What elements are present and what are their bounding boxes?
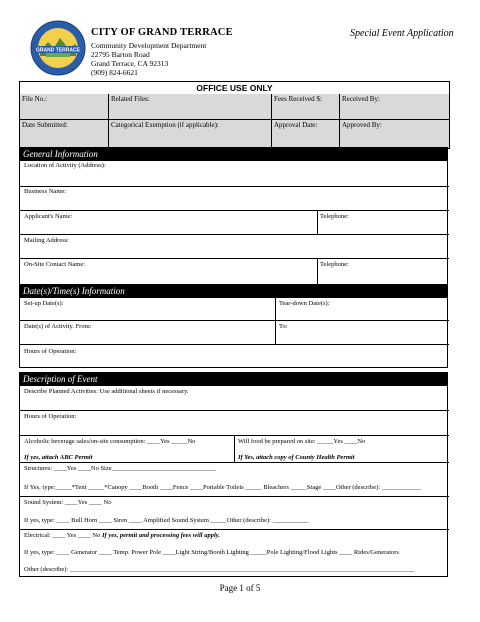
categorical-exemption-field[interactable]: Categorical Exemption (if applicable): [108, 120, 271, 148]
hours-of-operation-label[interactable]: Hours of Operation: [24, 348, 77, 355]
dates-times-heading: Date(s)/Time(s) Information [19, 284, 448, 298]
received-by-field[interactable]: Received By: [339, 94, 449, 119]
onsite-telephone-label[interactable]: Telephone: [320, 261, 349, 268]
business-name-label[interactable]: Business Name: [24, 188, 67, 195]
office-row-2 [20, 120, 449, 148]
description-hours-label[interactable]: Hours of Operation: [24, 413, 77, 420]
office-use-only-heading: OFFICE USE ONLY [20, 82, 449, 95]
activity-dates-to-label[interactable]: To: [279, 323, 288, 330]
sound-types-question[interactable]: If yes, type: ____ Bull Horn ____ Siren ____ Amplified Sound System _____Other (describe): ___________ [24, 517, 309, 524]
date-submitted-field[interactable]: Date Submitted: [22, 121, 68, 129]
alcohol-question[interactable]: Alcoholic beverage sales/on-site consumption: ____Yes _____No [24, 438, 196, 445]
form-title: Special Event Application [350, 28, 454, 39]
food-note: If Yes, attach copy of County Health Permit [238, 454, 355, 461]
city-state-zip: Grand Terrace, CA 92313 [91, 59, 169, 68]
electrical-note: If yes, permit and processing fees will apply. [102, 532, 221, 539]
electrical-question[interactable]: Electrical: ____ Yes ____ No If yes, permit and processing fees will apply. [24, 532, 221, 539]
svg-text:GRAND TERRACE: GRAND TERRACE [36, 47, 80, 54]
related-files-field[interactable]: Related Files: [108, 94, 271, 119]
fees-received-field[interactable]: Fees Received $: [271, 94, 339, 119]
city-seal-logo [30, 20, 86, 76]
general-information-section [19, 161, 448, 285]
approval-date-field[interactable]: Approval Date: [271, 120, 339, 148]
dates-times-section [19, 298, 448, 368]
applicant-name-label[interactable]: Applicant's Name: [24, 213, 73, 220]
location-label[interactable]: Location of Activity (Address): [24, 162, 106, 169]
activity-dates-from-label[interactable]: Date(s) of Activity. From: [24, 323, 92, 330]
approved-by-field[interactable]: Approved By: [339, 120, 449, 148]
mailing-address-label[interactable]: Mailing Address: [24, 237, 69, 244]
description-heading: Description of Event [19, 372, 448, 386]
street-address: 22795 Barton Road [91, 50, 150, 59]
food-question[interactable]: Will food be prepared on site: _____Yes ____No [238, 438, 366, 445]
phone-number: (909) 824-6621 [91, 68, 138, 77]
other-describe-field[interactable]: Other (describe): __________________________________________________________________________________________________________ [24, 566, 415, 573]
department: Community Development Department [91, 41, 207, 50]
teardown-dates-label[interactable]: Tear-down Date(s): [279, 300, 330, 307]
alcohol-note: If yes, attach ABC Permit [24, 454, 93, 461]
city-name: CITY OF GRAND TERRACE [91, 27, 233, 38]
file-no-field[interactable]: File No.: [22, 95, 47, 103]
electrical-types-question[interactable]: If yes, type: ____ Generator ____ Temp. Power Pole ____Light String/Booth Lighting _____Pole Lighting/Flood Lights ____ Rides/Generators [24, 549, 399, 556]
description-section [19, 386, 448, 577]
applicant-telephone-label[interactable]: Telephone: [320, 213, 349, 220]
structure-types-question[interactable]: If Yes, type:_____*Tent _____*Canopy ____Booth ____Fence ____Portable Toilets _____ Bleachers _____Stage ____Other (describe): ____________ [24, 484, 421, 491]
structures-question[interactable]: Structures: ____Yes ____No Size________________________________ [24, 465, 216, 472]
setup-dates-label[interactable]: Set-up Date(s): [24, 300, 64, 307]
sound-system-question[interactable]: Sound System: ____Yes ____ No [24, 499, 112, 506]
general-information-heading: General Information [19, 147, 448, 161]
planned-activities-label[interactable]: Describe Planned Activities: Use additional sheets if necessary. [24, 388, 189, 395]
page-number: Page 1 of 5 [219, 583, 261, 593]
office-use-only-table [19, 81, 450, 149]
onsite-contact-label[interactable]: On-Site Contact Name: [24, 261, 86, 268]
office-row-1 [20, 94, 449, 120]
